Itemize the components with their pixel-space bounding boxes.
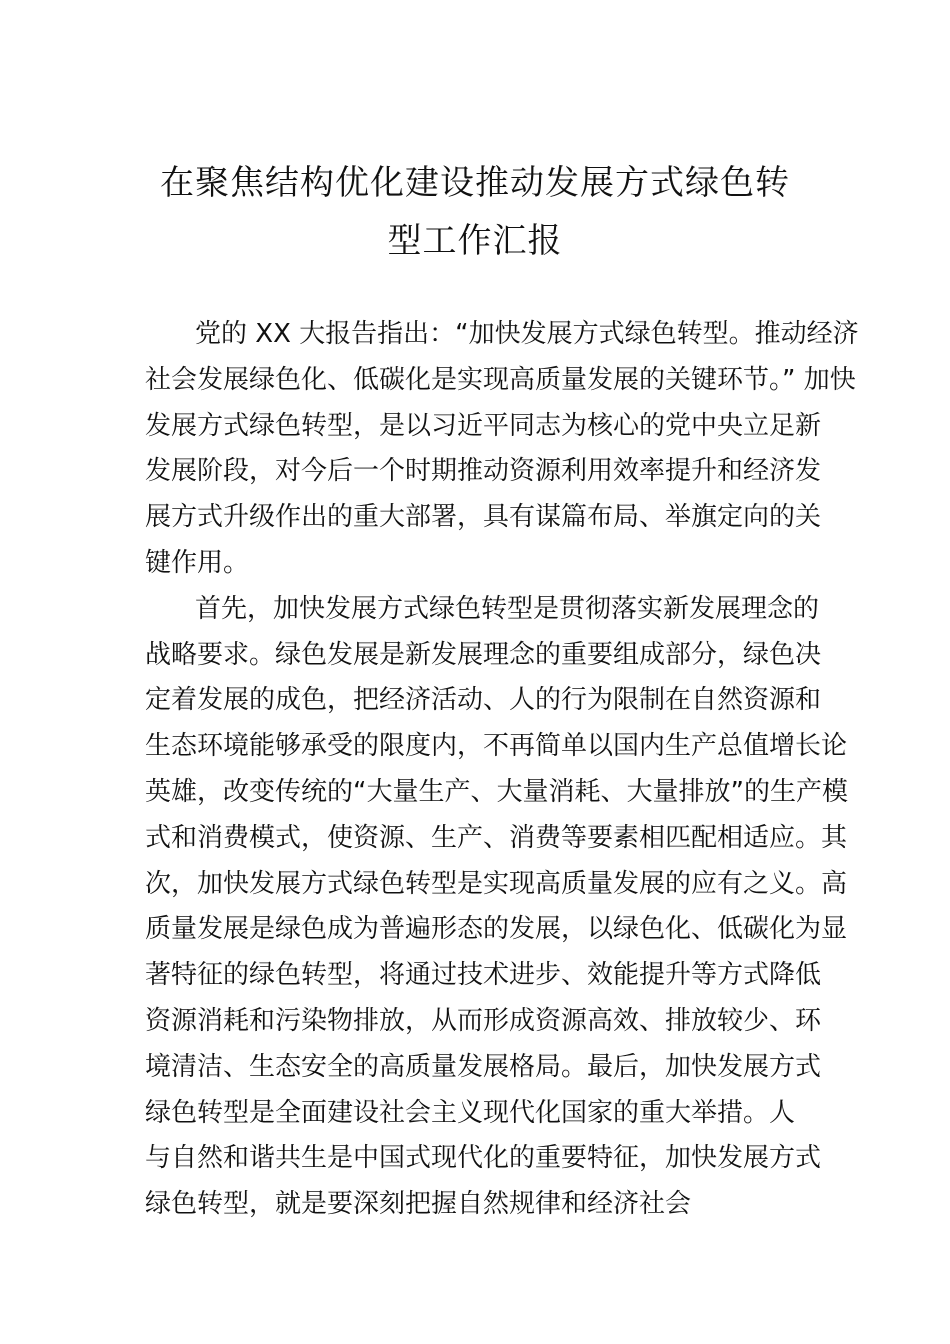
paragraph-line: 生态环境能够承受的限度内，不再简单以国内生产总值增长论 bbox=[145, 731, 848, 762]
paragraph-line: 发展阶段，对今后一个时期推动资源利用效率提升和经济发 bbox=[145, 456, 822, 487]
paragraph-line: 党的 XX 大报告指出：“加快发展方式绿色转型。推动经济 bbox=[195, 319, 859, 349]
paragraph-line: 发展方式绿色转型，是以习近平同志为核心的党中央立足新 bbox=[145, 410, 822, 441]
paragraph-line: 资源消耗和污染物排放，从而形成资源高效、排放较少、环 bbox=[145, 1005, 822, 1036]
document-body bbox=[145, 312, 859, 1228]
paragraph-line: 绿色转型是全面建设社会主义现代化国家的重大举措。人 bbox=[145, 1097, 796, 1128]
paragraph-line: 境清洁、生态安全的高质量发展格局。最后，加快发展方式 bbox=[145, 1051, 822, 1082]
paragraph-line: 英雄，改变传统的“大量生产、大量消耗、大量排放”的生产模 bbox=[145, 776, 848, 807]
paragraph-line: 次，加快发展方式绿色转型是实现高质量发展的应有之义。高 bbox=[145, 868, 848, 899]
document-title bbox=[120, 154, 830, 270]
paragraph-line: 键作用。 bbox=[145, 547, 250, 578]
title-line-2: 型工作汇报 bbox=[387, 221, 563, 261]
paragraph-2 bbox=[145, 587, 848, 1228]
paragraph-line: 社会发展绿色化、低碳化是实现高质量发展的关键环节。” 加快 bbox=[145, 364, 856, 395]
paragraph-line: 质量发展是绿色成为普遍形态的发展，以绿色化、低碳化为显 bbox=[145, 914, 848, 945]
paragraph-line: 式和消费模式，使资源、生产、消费等要素相匹配相适应。其 bbox=[145, 822, 848, 853]
paragraph-line: 展方式升级作出的重大部署，具有谋篇布局、举旗定向的关 bbox=[145, 502, 822, 533]
title-line-1: 在聚焦结构优化建设推动发展方式绿色转 bbox=[160, 163, 790, 203]
paragraph-line: 定着发展的成色，把经济活动、人的行为限制在自然资源和 bbox=[145, 685, 822, 716]
paragraph-1 bbox=[145, 312, 859, 587]
paragraph-line: 首先，加快发展方式绿色转型是贯彻落实新发展理念的 bbox=[195, 593, 820, 624]
paragraph-line: 著特征的绿色转型，将通过技术进步、效能提升等方式降低 bbox=[145, 960, 822, 991]
paragraph-line: 绿色转型，就是要深刻把握自然规律和经济社会 bbox=[145, 1189, 692, 1220]
paragraph-line: 与自然和谐共生是中国式现代化的重要特征，加快发展方式 bbox=[145, 1143, 822, 1174]
paragraph-line: 战略要求。绿色发展是新发展理念的重要组成部分，绿色决 bbox=[145, 639, 822, 670]
